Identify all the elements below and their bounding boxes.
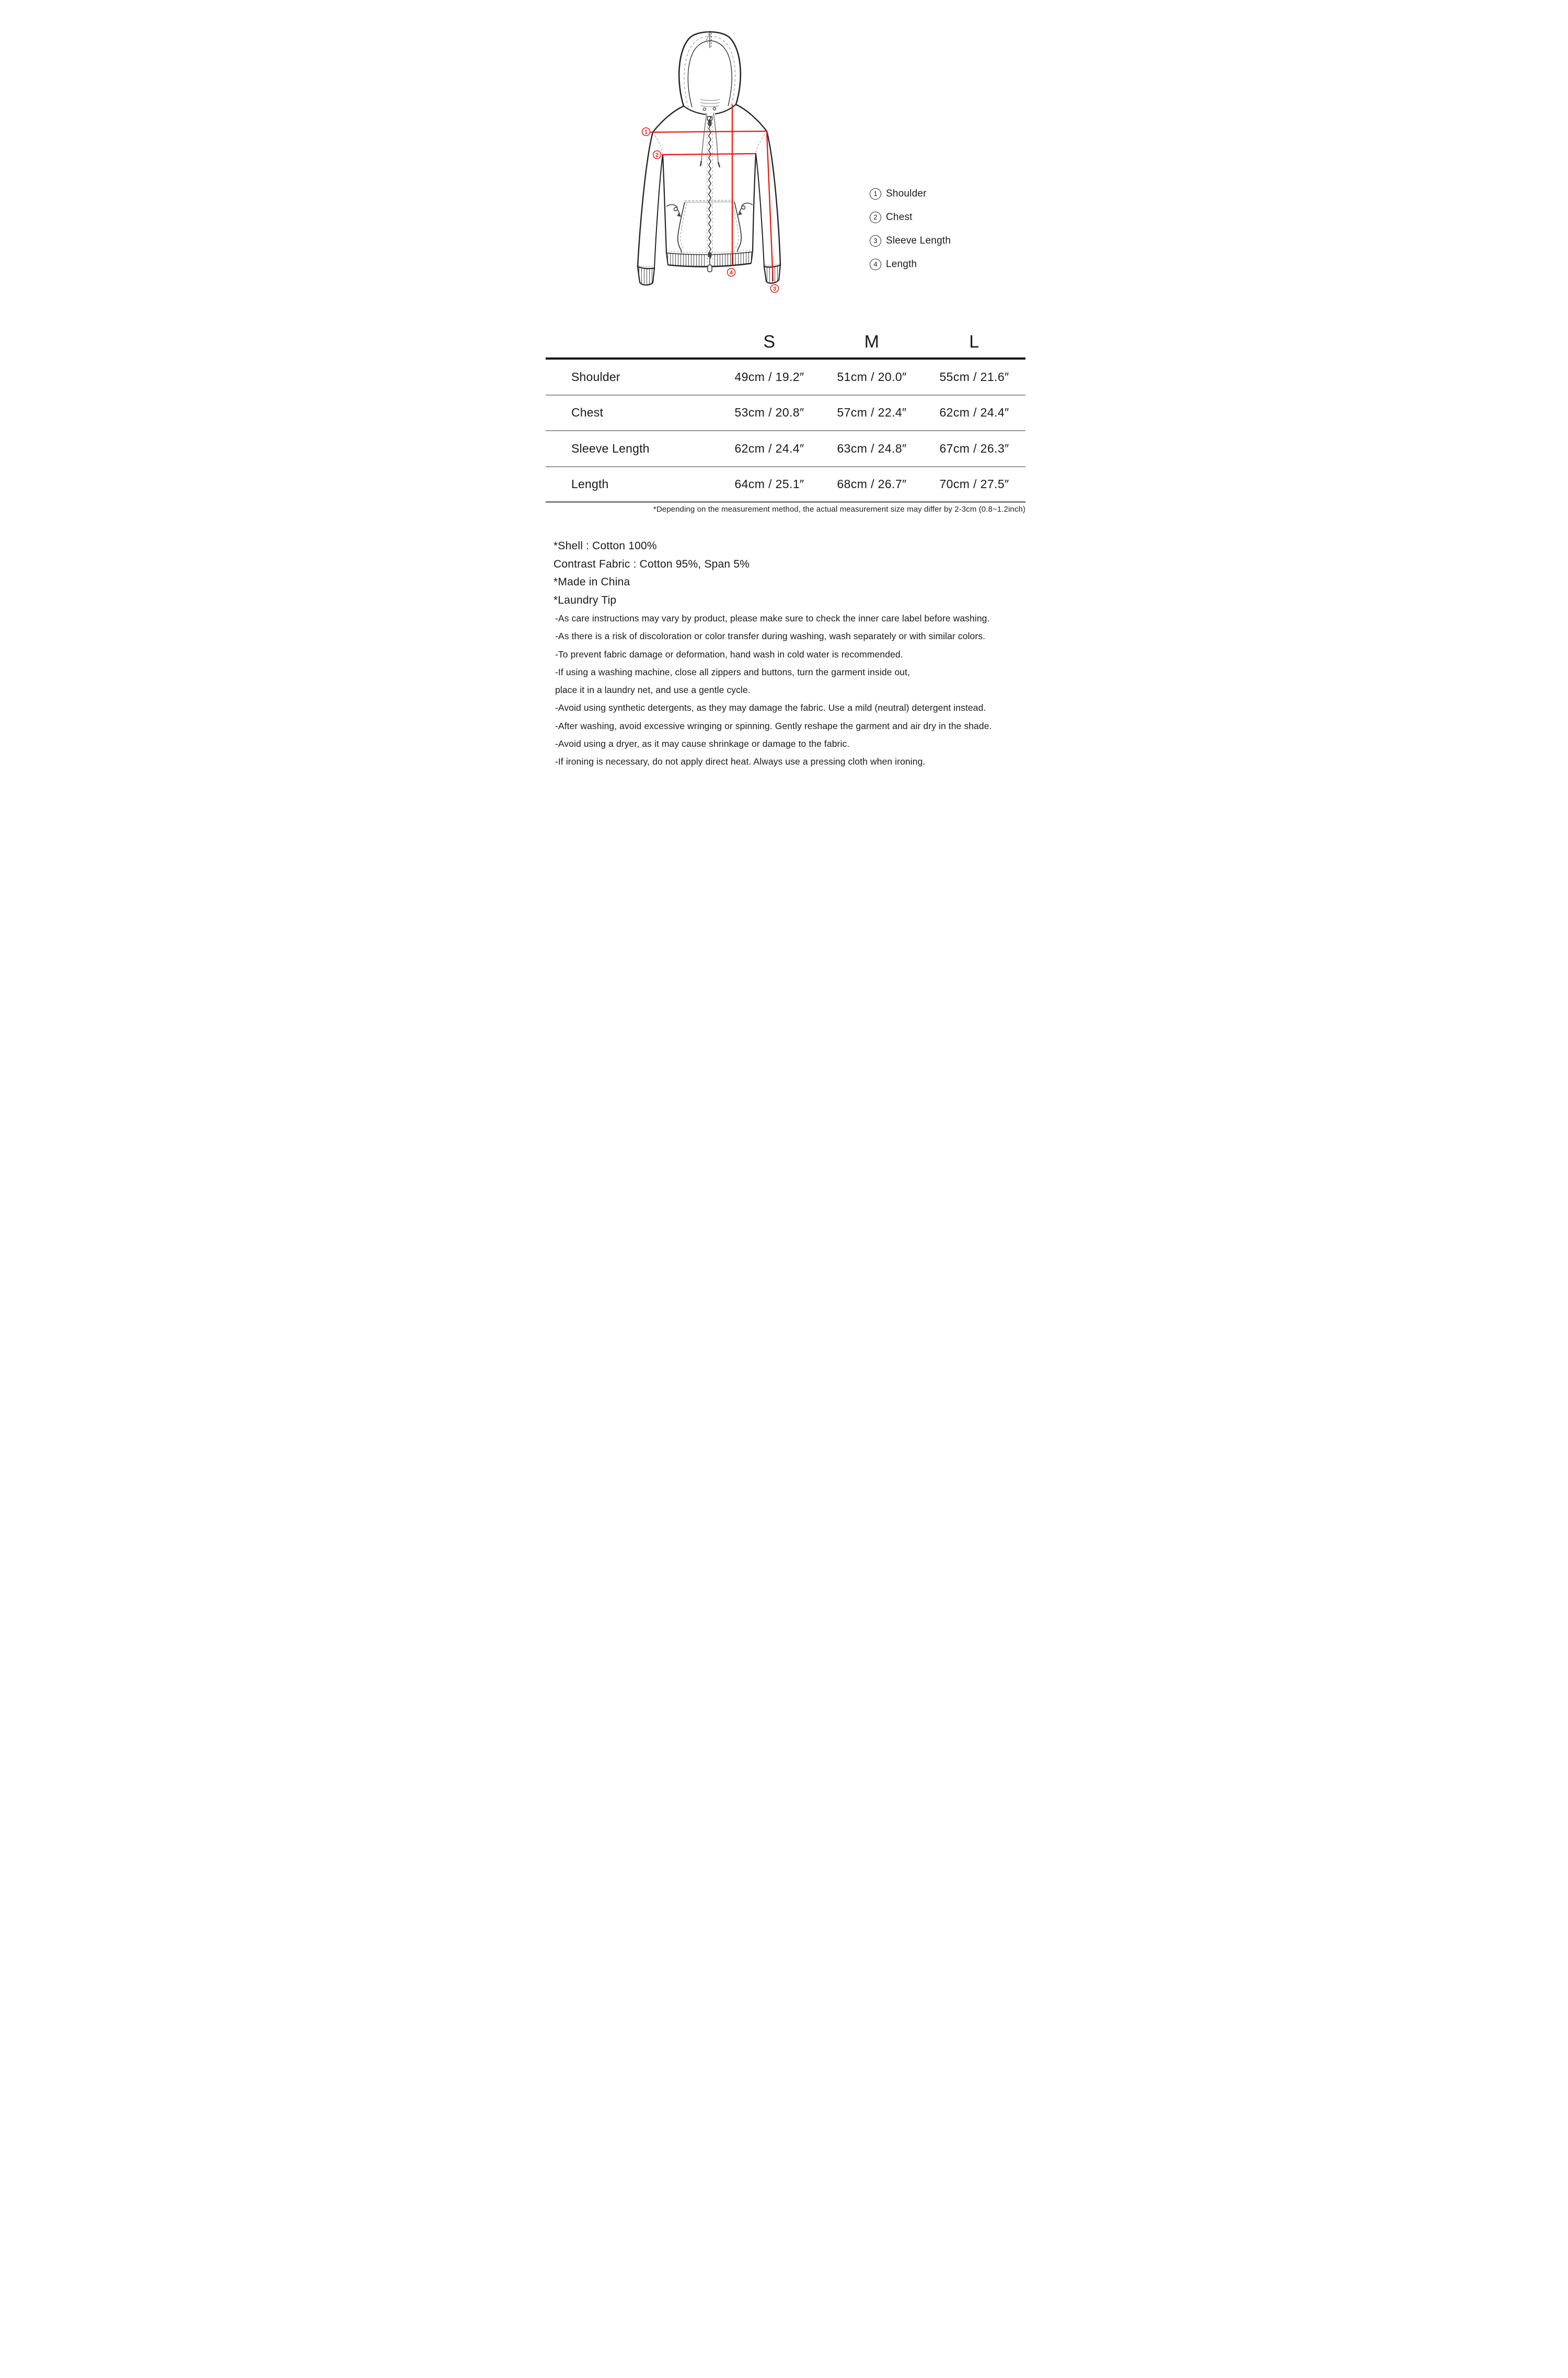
care-line: -As there is a risk of discoloration or color transfer during washing, wash separately or with similar colors. [555,631,986,642]
hood [679,31,741,114]
info-line-origin: *Made in China [554,576,630,588]
care-line: place it in a laundry net, and use a gentle cycle. [555,685,751,696]
row-label: Shoulder [571,370,620,384]
svg-text:3: 3 [773,286,777,292]
legend-label: Shoulder [886,188,927,199]
info-line-laundry-tip: *Laundry Tip [554,594,617,606]
shoulder-measure-line [650,131,767,132]
table-row-chest [546,396,1025,432]
size-value: 63cm / 24.8″ [837,441,907,455]
table-row-sleeve-length [546,431,1025,467]
hoodie-diagram [627,21,794,324]
care-line: -If using a washing machine, close all zippers and buttons, turn the garment inside out, [555,666,910,677]
marker-chest [653,151,661,159]
measurement-legend [870,182,951,276]
care-line: -To prevent fabric damage or deformation, hand wash in cold water is recommended. [555,649,903,660]
sleeve-measure-line [767,132,773,281]
svg-text:4: 4 [729,270,733,276]
legend-item-chest [870,205,951,229]
care-line: -If ironing is necessary, do not apply direct heat. Always use a pressing cloth when ironing. [555,756,926,767]
size-value: 62cm / 24.4″ [939,406,1009,420]
column-header-m: M [864,332,880,352]
circled-number-icon: 3 [870,235,881,247]
table-row-shoulder [546,360,1025,396]
size-table-header [546,328,1025,360]
row-label: Length [571,477,609,491]
row-label: Sleeve Length [571,441,650,455]
marker-shoulder [642,128,650,136]
size-guide-page [523,0,1045,793]
size-value: 51cm / 20.0″ [837,370,907,384]
legend-label: Sleeve Length [886,235,951,246]
size-table [546,328,1025,503]
circled-number-icon: 4 [870,259,881,270]
size-value: 57cm / 22.4″ [837,406,907,420]
svg-text:1: 1 [644,129,648,135]
size-value: 67cm / 26.3″ [939,441,1009,455]
column-header-l: L [969,332,979,352]
size-value: 49cm / 19.2″ [734,370,804,384]
legend-item-shoulder [870,182,951,205]
marker-sleeve [771,285,779,293]
care-line: -After washing, avoid excessive wringing or spinning. Gently reshape the garment and air dry in the shade. [555,720,992,731]
care-line: -As care instructions may vary by product, please make sure to check the inner care label before washing. [555,613,990,624]
circled-number-icon: 2 [870,212,881,223]
product-info [554,537,750,609]
zipper [707,115,712,272]
column-header-s: S [763,332,776,352]
svg-text:2: 2 [655,152,659,158]
info-line-contrast-fabric: Contrast Fabric : Cotton 95%, Span 5% [554,558,750,570]
care-instructions [555,609,992,771]
size-value: 68cm / 26.7″ [837,477,907,491]
table-row-length [546,467,1025,503]
legend-label: Length [886,258,917,270]
info-line-shell: *Shell : Cotton 100% [554,540,657,552]
size-value: 53cm / 20.8″ [734,406,804,420]
marker-length [728,269,735,276]
care-line: -Avoid using a dryer, as it may cause shrinkage or damage to the fabric. [555,738,850,749]
measurement-footnote: *Depending on the measurement method, the actual measurement size may differ by 2-3cm (0.8~1.2inch) [653,505,1025,514]
legend-item-length [870,252,951,276]
row-label: Chest [571,406,604,420]
size-value: 62cm / 24.4″ [734,441,804,455]
size-value: 70cm / 27.5″ [939,477,1009,491]
legend-item-sleeve-length [870,229,951,252]
chest-measure-line [662,154,756,155]
circled-number-icon: 1 [870,188,881,200]
legend-label: Chest [886,211,913,223]
size-value: 64cm / 25.1″ [734,477,804,491]
size-value: 55cm / 21.6″ [939,370,1009,384]
care-line: -Avoid using synthetic detergents, as they may damage the fabric. Use a mild (neutral) detergent instead. [555,702,986,713]
